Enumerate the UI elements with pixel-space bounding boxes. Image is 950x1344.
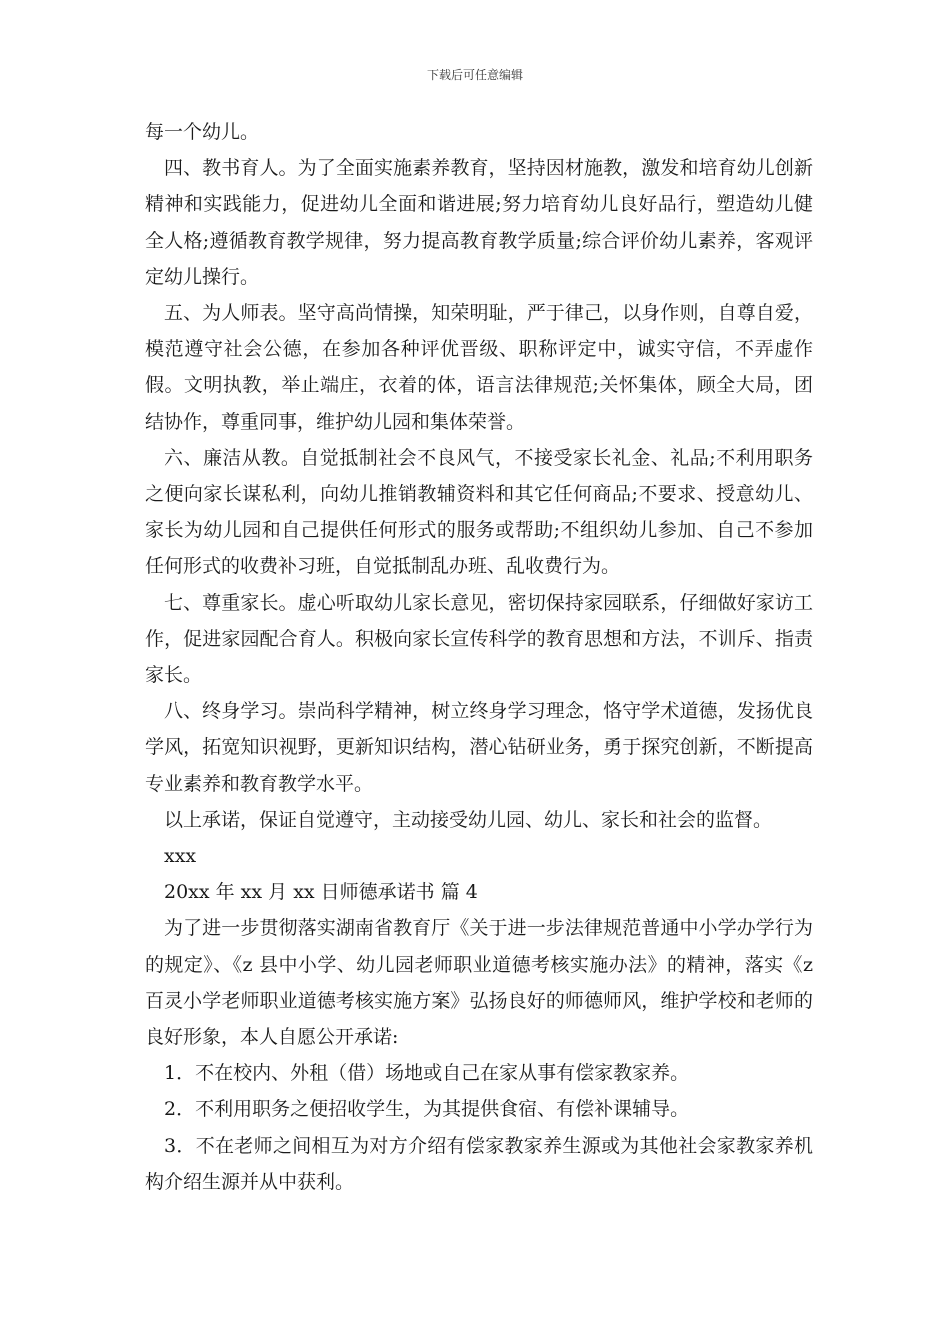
paragraph-continuation: 每一个幼儿。 bbox=[145, 121, 260, 143]
list-item-2: 2．不利用职务之便招收学生，为其提供食宿、有偿补课辅导。 bbox=[164, 1098, 690, 1121]
document-body bbox=[145, 114, 813, 1200]
list-item-1: 1．不在校内、外租（借）场地或自己在家从事有偿家教家养。 bbox=[164, 1062, 690, 1085]
paragraph-section-6: 六、廉洁从教。自觉抵制社会不良风气，不接受家长礼金、礼品;不利用职务之便向家长谋私利，向幼儿推销教辅资料和其它任何商品;不要求、授意幼儿、家长为幼儿园和自己提供任何形式的服务或帮助;不组织幼儿参加、自己不参加任何形式的收费补习班，自觉抵制乱办班、乱收费行为。 bbox=[145, 446, 813, 578]
paragraph-intro-4: 为了进一步贯彻落实湖南省教育厅《关于进一步法律规范普通中小学办学行为的规定》、《z 县中小学、幼儿园老师职业道德考核实施办法》的精神，落实《z 百灵小学老师职业道德考核实施方案》弘扬良好的师德师风，维护学校和老师的良好形象，本人自愿公开承诺: bbox=[145, 917, 813, 1049]
list-item-3: 3．不在老师之间相互为对方介绍有偿家教家养生源或为其他社会家教家养机构介绍生源并从中获利。 bbox=[145, 1134, 813, 1193]
signature-date-title: 20xx 年 xx 月 xx 日师德承诺书 篇 4 bbox=[164, 881, 478, 904]
paragraph-section-5: 五、为人师表。坚守高尚情操，知荣明耻，严于律己，以身作则，自尊自爱，模范遵守社会公德，在参加各种评优晋级、职称评定中，诚实守信，不弄虚作假。文明执教，举止端庄，衣着的体，语言法律规范;关怀集体，顾全大局，团结协作，尊重同事，维护幼儿园和集体荣誉。 bbox=[145, 302, 813, 433]
page-header: 下载后可任意编辑 bbox=[426, 68, 523, 82]
paragraph-section-4: 四、教书育人。为了全面实施素养教育，坚持因材施教，激发和培育幼儿创新精神和实践能力，促进幼儿全面和谐进展;努力培育幼儿良好品行，塑造幼儿健全人格;遵循教育教学规律，努力提高教育教学质量;综合评价幼儿素养，客观评定幼儿操行。 bbox=[145, 157, 813, 288]
paragraph-section-7: 七、尊重家长。虚心听取幼儿家长意见，密切保持家园联系，仔细做好家访工作，促进家园配合育人。积极向家长宣传科学的教育思想和方法，不训斥、指责家长。 bbox=[145, 591, 813, 687]
paragraph-pledge: 以上承诺，保证自觉遵守，主动接受幼儿园、幼儿、家长和社会的监督。 bbox=[164, 808, 773, 831]
signature-name: xxx bbox=[164, 845, 197, 868]
paragraph-section-8: 八、终身学习。崇尚科学精神，树立终身学习理念，恪守学术道德，发扬优良学风，拓宽知识视野，更新知识结构，潜心钻研业务，勇于探究创新，不断提高专业素养和教育教学水平。 bbox=[145, 700, 813, 795]
